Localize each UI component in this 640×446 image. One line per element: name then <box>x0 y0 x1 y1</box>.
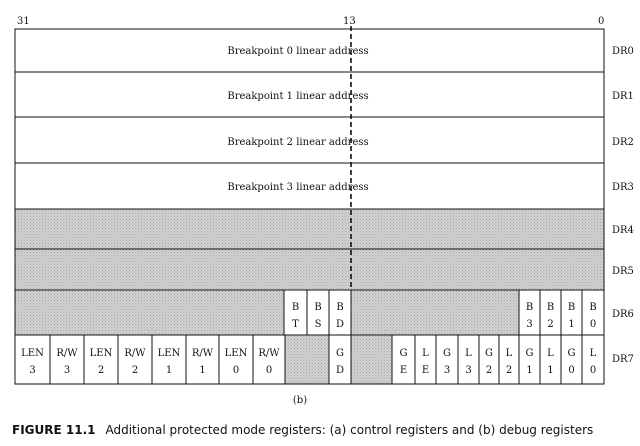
dr7-field-gd-line2: D <box>335 365 345 376</box>
dr7-field-rw2-line1: R/W <box>124 348 146 359</box>
reg-label-dr1: DR1 <box>612 91 634 102</box>
dr7-field-rw1-line1: R/W <box>191 348 214 359</box>
reg-label-dr3: DR3 <box>612 182 634 193</box>
dr7-field-g2-line1: G <box>485 348 493 359</box>
bit-label-31: 31 <box>17 16 30 27</box>
figure-number: FIGURE 11.1 <box>12 423 96 437</box>
dr6-field-b0-line2: 0 <box>589 319 597 330</box>
dr7-field-le-line1: L <box>422 348 429 359</box>
row-text-dr2: Breakpoint 2 linear address <box>227 137 369 148</box>
figure-sublabel: (b) <box>292 395 308 406</box>
figure-caption-text: Additional protected mode registers: (a) control registers and (b) debug registers <box>105 423 594 437</box>
figure-caption <box>12 423 593 437</box>
dr6-field-bd-line2: D <box>335 319 345 330</box>
dr7-field-len2-line2: 2 <box>97 365 105 376</box>
dr7-field-len0-line1: LEN <box>224 348 248 359</box>
dr6-field-b3-line2: 3 <box>526 319 533 330</box>
dr7-field-len2-line1: LEN <box>89 348 113 359</box>
reg-label-dr7: DR7 <box>612 354 634 365</box>
dr7-field-len3-line2: 3 <box>29 365 36 376</box>
dr6-field-b1-line2: 1 <box>568 319 575 330</box>
dr7-field-rw1-line2: 1 <box>199 365 206 376</box>
dr7-field-le-line2: E <box>421 365 430 376</box>
dr7-field-l0-line1: L <box>589 348 597 359</box>
bit-label-13: 13 <box>343 16 356 27</box>
register-row-dr0 <box>15 29 634 72</box>
dr7-field-l0-line2: 0 <box>589 365 597 376</box>
dr7-field-rw3-line1: R/W <box>56 348 78 359</box>
dr7-field-len1-line2: 1 <box>165 365 173 376</box>
row-text-dr0: Breakpoint 0 linear address <box>227 46 369 57</box>
dr7-field-len1-line1: LEN <box>157 348 181 359</box>
dr7-field-g1-line1: G <box>525 348 534 359</box>
reg-label-dr0: DR0 <box>612 46 634 57</box>
row-text-dr3: Breakpoint 3 linear address <box>227 182 369 193</box>
dr6-field-b3-line1: B <box>525 302 534 313</box>
dr7-field-l3-line1: L <box>465 348 472 359</box>
dr6-field-b1-line1: B <box>567 302 576 313</box>
dr7-field-l2-line1: L <box>505 348 513 359</box>
dr7-field-rw0-line1: R/W <box>258 348 280 359</box>
dr7-field-ge-line1: G <box>399 348 408 359</box>
register-row-dr5 <box>15 249 634 290</box>
dr7-field-l2-line2: 2 <box>505 365 513 376</box>
dr7-field-l1-line1: L <box>547 348 554 359</box>
reg-label-dr5: DR5 <box>612 266 634 277</box>
dr7-field-g3-line1: G <box>443 348 451 359</box>
dr6-field-bt-line1: B <box>291 302 300 313</box>
dr7-field-rw0-line2: 0 <box>265 365 273 376</box>
dr6-field-bd-line1: B <box>336 302 344 313</box>
row-text-dr1: Breakpoint 1 linear address <box>227 91 369 102</box>
reg-label-dr4: DR4 <box>612 225 634 236</box>
reg-label-dr6: DR6 <box>612 309 634 320</box>
dr7-field-gd-line1: G <box>336 348 344 359</box>
register-row-dr3 <box>15 163 634 209</box>
dr6-field-b2-line1: B <box>546 302 555 313</box>
dr7-field-rw2-line2: 2 <box>131 365 139 376</box>
dr6-field-bs-line2: S <box>314 319 322 330</box>
register-row-dr4 <box>15 209 634 249</box>
bit-label-0: 0 <box>598 16 605 27</box>
dr7-field-rw3-line2: 3 <box>63 365 71 376</box>
register-row-dr7 <box>15 335 634 384</box>
dr7-field-g1-line2: 1 <box>526 365 533 376</box>
dr7-field-ge-line2: E <box>399 365 408 376</box>
dr7-field-l1-line2: 1 <box>547 365 554 376</box>
register-row-dr1 <box>15 72 634 117</box>
register-row-dr6 <box>15 290 634 335</box>
dr6-field-b0-line1: B <box>589 302 597 313</box>
dr6-field-bs-line1: B <box>314 302 322 313</box>
dr7-field-len3-line1: LEN <box>21 348 44 359</box>
dr7-field-g3-line2: 3 <box>443 365 451 376</box>
dr7-field-len0-line2: 0 <box>232 365 240 376</box>
dr7-field-l3-line2: 3 <box>465 365 472 376</box>
dr6-field-b2-line2: 2 <box>547 319 554 330</box>
dr7-field-g0-line1: G <box>567 348 576 359</box>
dr7-field-g2-line2: 2 <box>485 365 493 376</box>
register-row-dr2 <box>15 117 634 163</box>
dr7-field-g0-line2: 0 <box>568 365 575 376</box>
dr6-field-bt-line2: T <box>292 319 299 330</box>
reg-label-dr2: DR2 <box>612 137 634 148</box>
